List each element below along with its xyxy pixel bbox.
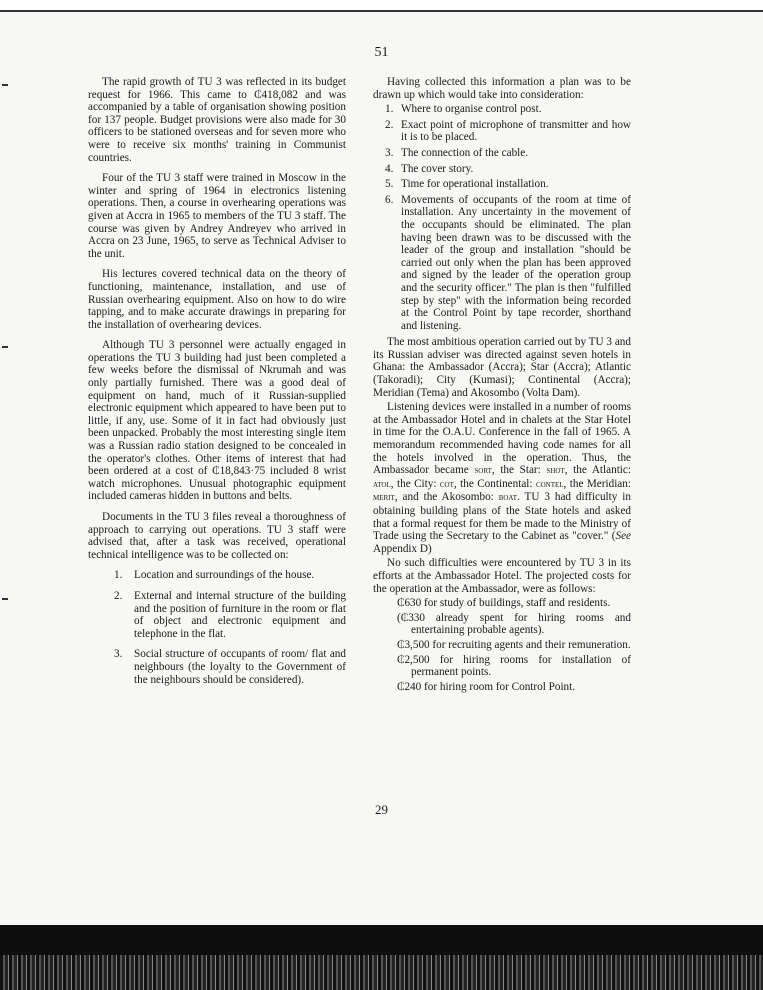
scan-top-edge <box>0 0 763 12</box>
page-number-bottom: 29 <box>375 802 388 817</box>
cost-list <box>373 597 631 693</box>
code-name: shot <box>546 465 565 477</box>
paragraph: The most ambitious operation carried out by TU 3 and its Russian adviser was directed against seven hotels in Ghana: the Ambassador (Accra); Star (Accra); Atlantic (Takoradi); City (Kumasi); Continental (Accra); Meridian (Tema) and Akosombo (Volta Dam). <box>373 336 631 399</box>
list-item: 3. The connection of the cable. <box>385 146 529 159</box>
page-number-top: 51 <box>374 45 389 60</box>
paragraph: Documents in the TU 3 files reveal a thoroughness of approach to carrying out operations. TU 3 staff were advised that, after a task was received, operational technical intelligence was to be collected on: <box>88 511 346 561</box>
scan-bottom-band-solid <box>0 925 763 955</box>
paragraph: The rapid growth of TU 3 was reflected in its budget request for 1966. This came to ₵418,082 and was accompanied by a table of organisation showing position for 137 people. Budget provisions were also made for 30 officers to be stationed overseas and for seven more who were to receive six months' training in Communist countries. <box>88 76 346 164</box>
list-item: 2. Exact point of microphone of transmitter and how it is to be placed. <box>385 118 631 144</box>
code-name: merit <box>373 492 395 504</box>
code-name: sort <box>474 465 492 477</box>
paragraph: Having collected this information a plan was to be drawn up which would take into consideration: <box>373 76 631 101</box>
code-name: contel <box>535 478 564 490</box>
scan-margin-mark <box>2 346 8 348</box>
code-name: cot <box>439 478 454 490</box>
paragraph: Although TU 3 personnel were actually engaged in operations the TU 3 building had just been completed a few weeks before the dismissal of Nkrumah and was only partially furnished. There was a good deal of equipment on hand, much of it Russian-supplied electronic equipment which appeared to have been put to little, if any, use. Some of it in fact had obviously just been unpacked. Probably the most interesting single item was a Russian radio station designed to be concealed in the operator's clothes. Other items of interest that had been ordered at a cost of ₵18,843·75 included 8 wrist watch microphones. Unusual photographic equipment included cameras hidden in buttons and belts. <box>88 339 346 503</box>
list-item: ₵240 for hiring room for Control Point. <box>397 680 576 693</box>
list-item: ₵3,500 for recruiting agents and their remuneration. <box>397 638 631 651</box>
list-item: 1. Where to organise control post. <box>385 103 542 116</box>
code-name: atol <box>373 478 391 490</box>
list-item: 6. Movements of occupants of the room at time of installation. Any uncertainty in the movement of the occupants should be eliminated. The plan having been drawn was to be discussed with the leader of the group and installation "should be carried out only when the plan has been approved and signed by the leader of the operation group and the security officer." The plan is then "fulfilled step by step" with the information being recorded at the Control Point by tape recorder, shorthand and listening. <box>385 193 631 332</box>
scan-margin-mark <box>2 84 8 86</box>
paragraph: Listening devices were installed in a number of rooms at the Ambassador Hotel and in chalets at the Star Hotel in time for the O.A.U. Conference in the fall of 1965. A memorandum recommended having code names for all the hotels involved in the operation. Thus, the Ambassador became sort, the Star: shot, the Atlantic: atol, the City: cot, the Continental: contel, the Meridian: merit, and the Akosombo: boat. TU 3 had difficulty in obtaining building plans of the State hotels and asked that a formal request for them be made to the Ministry of Trade using the Secretary to the Cabinet as "cover." (See Appendix D) <box>373 401 631 555</box>
list-item: ₵2,500 for hiring rooms for installation of permanent points. <box>397 653 631 679</box>
plan-list <box>373 103 631 332</box>
list-item: 3. Social structure of occupants of room/ flat and neighbours (the loyalty to the Government of the neighbours should be considered). <box>114 648 346 686</box>
paragraph: No such difficulties were encountered by TU 3 in its efforts at the Ambassador Hotel. The projected costs for the operation at the Ambassador, were as follows: <box>373 557 631 595</box>
list-item: (₵330 already spent for hiring rooms and entertaining probable agents). <box>397 611 631 637</box>
left-column <box>88 76 346 694</box>
intelligence-list <box>88 569 346 686</box>
scan-margin-mark <box>2 598 8 600</box>
list-item: 1. Location and surroundings of the house. <box>114 569 315 582</box>
list-item: 2. External and internal structure of the building and the position of furniture in the room or flat of object and electronic equipment and telephone in the flat. <box>114 589 346 640</box>
list-item: 5. Time for operational installation. <box>385 178 549 191</box>
code-name: boat <box>498 492 517 504</box>
list-item: ₵630 for study of buildings, staff and residents. <box>397 597 611 610</box>
paragraph: His lectures covered technical data on the theory of functioning, maintenance, installation, and use of Russian overhearing equipment. Also on how to do wire tapping, and to make accurate drawings in preparing for the installation of overhearing devices. <box>88 268 346 331</box>
list-item: 4. The cover story. <box>385 162 474 175</box>
right-column <box>373 76 631 695</box>
paragraph: Four of the TU 3 staff were trained in Moscow in the winter and spring of 1964 in electronics listening operations. Then, a course in overhearing operations was given at Accra in 1965 to members of the TU 3 staff. The course was given by Andrey Andreyev who arrived in Accra on 23 June, 1965, to serve as Technical Adviser to the unit. <box>88 172 346 260</box>
